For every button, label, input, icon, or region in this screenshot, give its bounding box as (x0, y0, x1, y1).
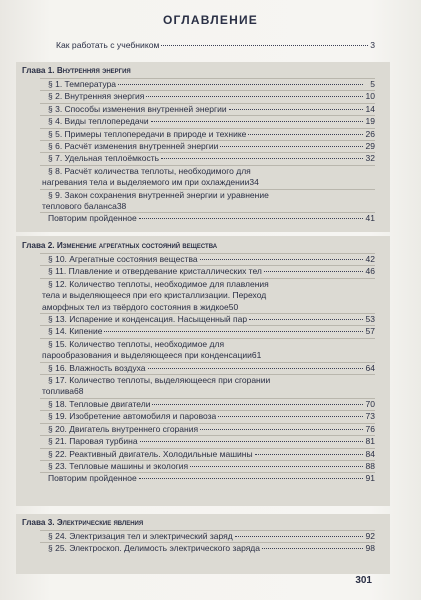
toc-entry[interactable] (40, 435, 375, 447)
toc-entry-page: 76 (365, 423, 375, 434)
toc-entry-text: § 23. Тепловые машины и экология (48, 460, 189, 471)
toc-entry[interactable] (40, 472, 375, 484)
leader-dots (218, 416, 363, 417)
chapter-2-sections (40, 253, 375, 485)
toc-entry-page: 14 (365, 103, 375, 114)
leader-dots (152, 404, 363, 405)
chapter-label: Глава 1. (22, 66, 55, 75)
toc-entry-page: 38 (116, 201, 127, 212)
chapter-label: Глава 2. (22, 241, 55, 250)
toc-entry-text: § 22. Реактивный двигатель. Холодильные машины (48, 448, 253, 459)
toc-entry-page: 61 (251, 350, 262, 361)
toc-entry-text: нагревания тела и выделяемого им при охлаждении (42, 177, 250, 188)
toc-entry-text: теплового баланса (42, 201, 117, 212)
toc-entry-text: § 8. Расчёт количества теплоты, необходимого для (48, 165, 251, 176)
toc-entry-text: § 5. Примеры теплопередачи в природе и технике (48, 128, 247, 139)
toc-entry[interactable] (40, 103, 375, 115)
toc-entry[interactable] (40, 152, 375, 164)
toc-entry[interactable] (40, 423, 375, 435)
toc-entry-page: 5 (370, 79, 375, 89)
toc-entry-text: § 6. Расчёт изменения внутренней энергии (48, 141, 219, 152)
toc-entry-text: тела и выделяющееся при его кристаллизации. Переход (42, 290, 267, 301)
chapter-2-heading (22, 241, 217, 250)
toc-entry[interactable] (40, 374, 375, 398)
toc-entry-page: 68 (73, 386, 84, 397)
toc-entry-text: § 19. Изобретение автомобиля и паровоза (48, 411, 217, 422)
toc-entry[interactable] (40, 165, 375, 189)
leader-dots (235, 536, 363, 537)
toc-entry-page: 19 (365, 116, 375, 127)
toc-entry-page: 91 (365, 473, 375, 484)
toc-entry-text: § 2. Внутренняя энергия (48, 91, 145, 102)
leader-dots (146, 96, 363, 97)
toc-entry-text: § 4. Виды теплопередачи (48, 116, 149, 127)
leader-dots (104, 331, 363, 332)
chapter-3-sections (40, 530, 375, 555)
toc-entry-text: § 10. Агрегатные состояния вещества (48, 254, 198, 264)
chapter-title: Внутренняя энергия (56, 66, 131, 75)
toc-entry[interactable] (40, 460, 375, 472)
leader-dots (200, 429, 363, 430)
page-number: 301 (355, 575, 372, 586)
leader-dots (139, 478, 363, 479)
toc-entry-page: 10 (365, 91, 375, 102)
chapter-title: Изменение агрегатных состояний вещества (56, 241, 218, 250)
toc-entry-text: § 11. Плавление и отвердевание кристаллических тел (48, 266, 262, 277)
toc-entry[interactable] (40, 189, 375, 213)
leader-dots (139, 218, 363, 219)
leader-dots (249, 319, 363, 320)
toc-entry-page: 46 (365, 266, 375, 277)
toc-entry-page: 57 (365, 326, 375, 337)
toc-entry[interactable] (40, 542, 375, 554)
leader-dots (229, 109, 363, 110)
leader-dots (161, 45, 368, 46)
toc-entry-page: 81 (365, 436, 375, 447)
leader-dots (148, 368, 363, 369)
leader-dots (255, 454, 363, 455)
toc-entry-page: 84 (365, 448, 375, 459)
toc-entry-text: аморфных тел из твёрдого состояния в жидкое (42, 301, 229, 312)
leader-dots (140, 441, 363, 442)
leader-dots (262, 548, 363, 549)
chapter-1-heading (22, 66, 131, 75)
toc-entry-page: 3 (370, 40, 375, 50)
toc-entry-text: § 1. Температура (48, 79, 117, 89)
toc-intro-entry[interactable] (56, 40, 375, 51)
toc-entry-text: § 18. Тепловые двигатели (48, 398, 151, 409)
toc-entry-text: § 12. Количество теплоты, необходимое для плавления (48, 278, 269, 289)
toc-entry-page: 73 (365, 411, 375, 422)
toc-entry-text: § 3. Способы изменения внутренней энергии (48, 103, 227, 114)
toc-entry-page: 64 (365, 362, 375, 373)
toc-entry-page: 41 (365, 213, 375, 224)
toc-entry[interactable] (40, 410, 375, 422)
toc-entry[interactable] (40, 278, 375, 313)
leader-dots (248, 134, 363, 135)
toc-entry-page: 70 (365, 398, 375, 409)
toc-entry[interactable] (40, 253, 375, 265)
toc-entry[interactable] (40, 362, 375, 374)
toc-entry-text: парообразования и выделяющееся при конденсации (42, 350, 252, 361)
toc-entry-text: Повторим пройденное (48, 473, 137, 484)
toc-entry[interactable] (40, 325, 375, 337)
toc-entry-page: 88 (365, 460, 375, 471)
toc-entry-text: Как работать с учебником (56, 40, 160, 50)
toc-entry-page: 32 (365, 153, 375, 164)
leader-dots (190, 466, 363, 467)
toc-entry-page: 92 (365, 531, 375, 541)
chapter-3-heading (22, 518, 143, 527)
leader-dots (118, 84, 363, 85)
toc-entry-text: § 24. Электризация тел и электрический заряд (48, 531, 233, 541)
toc-entry[interactable] (40, 140, 375, 152)
toc-entry-text: § 9. Закон сохранения внутренней энергии и уравнение (48, 189, 269, 200)
toc-entry-page: 29 (365, 141, 375, 152)
toc-entry[interactable] (40, 90, 375, 102)
toc-entry-page: 50 (228, 301, 239, 312)
leader-dots (151, 121, 363, 122)
toc-entry[interactable] (40, 78, 375, 90)
chapter-label: Глава 3. (22, 518, 55, 527)
leader-dots (200, 259, 363, 260)
toc-entry-text: § 25. Электроскоп. Делимость электрического заряда (48, 543, 260, 554)
toc-entry[interactable] (40, 128, 375, 140)
toc-entry-page: 26 (365, 128, 375, 139)
toc-entry[interactable] (40, 530, 375, 542)
toc-entry-text: § 13. Испарение и конденсация. Насыщенный пар (48, 314, 248, 325)
toc-entry[interactable] (40, 115, 375, 127)
toc-entry-page: 98 (365, 543, 375, 554)
toc-entry-text: Повторим пройденное (48, 213, 137, 224)
toc-entry-text: § 16. Влажность воздуха (48, 362, 146, 373)
toc-entry[interactable] (40, 265, 375, 277)
chapter-1-sections (40, 78, 375, 225)
toc-entry[interactable] (40, 398, 375, 410)
toc-entry-text: топлива (42, 386, 74, 397)
toc-entry-text: § 20. Двигатель внутреннего сгорания (48, 423, 199, 434)
toc-entry-page: 34 (249, 177, 259, 188)
chapter-title: Электрические явления (56, 518, 144, 527)
toc-entry[interactable] (40, 212, 375, 224)
leader-dots (161, 158, 363, 159)
toc-entry-text: § 21. Паровая турбина (48, 436, 138, 447)
toc-entry-text: § 17. Количество теплоты, выделяющееся при сгорании (48, 375, 271, 386)
toc-entry[interactable] (40, 313, 375, 325)
toc-entry-text: § 15. Количество теплоты, необходимое для (48, 338, 225, 349)
toc-entry[interactable] (40, 448, 375, 460)
leader-dots (220, 146, 363, 147)
toc-entry[interactable] (40, 338, 375, 362)
toc-entry-text: § 7. Удельная теплоёмкость (48, 153, 160, 164)
leader-dots (264, 271, 363, 272)
page-title: ОГЛАВЛЕНИЕ (162, 13, 258, 27)
toc-entry-page: 53 (365, 314, 375, 325)
toc-entry-text: § 14. Кипение (48, 326, 103, 337)
toc-entry-page: 42 (365, 254, 375, 264)
